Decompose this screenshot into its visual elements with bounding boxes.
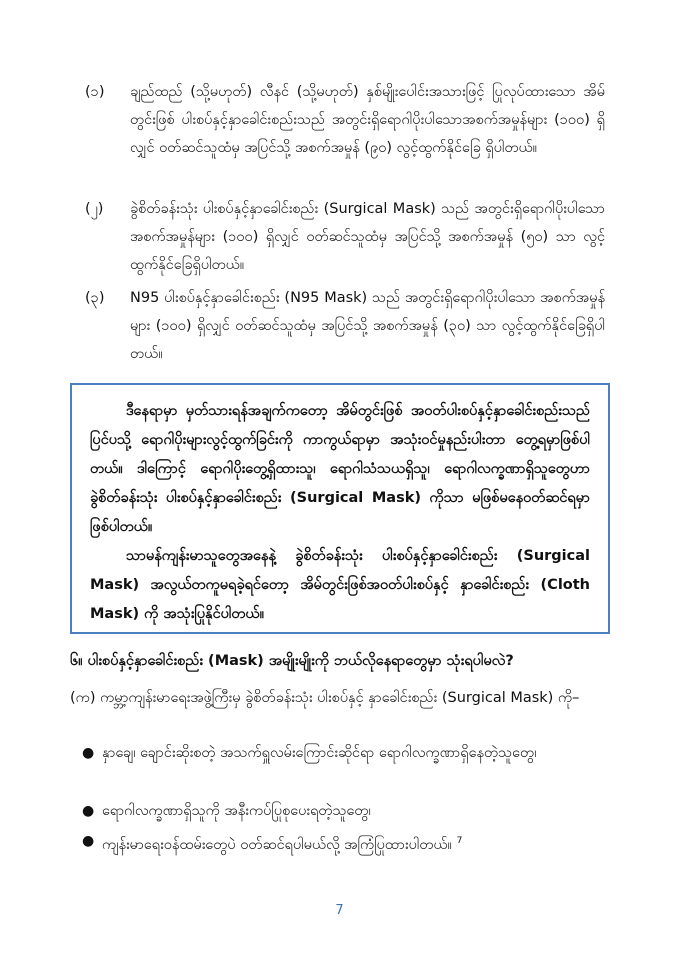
section-subheading: (က) ကမ္ဘာ့ကျန်းမာရေးအဖွဲ့ကြီးမှ ခွဲစိတ်ခန်းသုံး ပါးစပ်နှင့် နှာခေါင်းစည်း (Surgical Mask) ကို– [70, 690, 580, 706]
list-number: (၂) [85, 201, 104, 217]
list-number: (၃) [85, 290, 105, 306]
note-paragraph-2: သာမန်ကျန်းမာသူတွေအနေနဲ့ ခွဲစိတ်ခန်းသုံး ပါးစပ်နှင့်နှာခေါင်းစည်း (Surgical Mask) အလွယ်တကူမရခဲ့ရင်တော့ အိမ်တွင်းဖြစ်အဝတ်ပါးစပ်နှင့် နှာခေါင်းစည်း (Cloth Mask) ကို အသုံးပြုနိုင်ပါတယ်။ [90, 548, 590, 622]
list-item-3 [85, 284, 605, 368]
bullet-item-1 [82, 739, 610, 767]
bullet-icon: ● [82, 803, 95, 819]
list-text: ခွဲစိတ်ခန်းသုံး ပါးစပ်နှင့်နှာခေါင်းစည်း (Surgical Mask) သည် အတွင်းရှိရောဂါပိုးပါသော အစက်အမှုန်များ (၁၀၀) ရှိလျှင် ဝတ်ဆင်သူထံမှ အပြင်သို့ အစက်အမှုန် (၅၀) သာ လွင့်ထွက်နိုင်ခြေရှိပါတယ်။ [130, 201, 605, 273]
bullet-icon: ● [82, 833, 95, 849]
list-text: N95 ပါးစပ်နှင့်နှာခေါင်းစည်း (N95 Mask) သည် အတွင်းရှိရောဂါပိုးပါသော အစက်အမှုန်များ (၁၀၀) ရှိလျှင် ဝတ်ဆင်သူထံမှ အပြင်သို့ အစက်အမှုန် (၃၀) သာ လွင့်ထွက်နိုင်ခြေရှိပါတယ်။ [130, 290, 605, 362]
list-number: (၁) [85, 84, 105, 100]
note-box [70, 383, 610, 634]
bullet-icon: ● [82, 745, 95, 761]
page-number: 7 [335, 903, 344, 918]
bullet-text: နှာချေ၊ ချောင်းဆိုးစတဲ့ အသက်ရှူလမ်းကြောင်းဆိုင်ရာ ရောဂါလက္ခဏာရှိနေတဲ့သူတွေ၊ [102, 745, 537, 761]
list-item-1 [85, 78, 605, 162]
bullet-item-3 [82, 827, 610, 859]
footnote-marker: 7 [456, 836, 463, 846]
bullet-item-2 [82, 797, 610, 825]
list-item-2 [85, 195, 605, 279]
section-heading: ၆။ ပါးစပ်နှင့်နှာခေါင်းစည်း (Mask) အမျိုးမျိုးကို ဘယ်လိုနေရာတွေမှာ သုံးရပါမလဲ? [70, 653, 514, 669]
bullet-text: ရောဂါလက္ခဏာရှိသူကို အနီးကပ်ပြုစုပေးရတဲ့သူတွေ၊ [102, 803, 371, 819]
list-text: ချည်ထည် (သို့မဟုတ်) လီနင် (သို့မဟုတ်) နှစ်မျိုးပေါင်းအသားဖြင့် ပြုလုပ်ထားသော အိမ်တွင်းဖြစ် ပါးစပ်နှင့်နှာခေါင်းစည်းသည် အတွင်းရှိရောဂါပိုးပါသောအစက်အမှုန်များ (၁၀၀) ရှိလျှင် ဝတ်ဆင်သူထံမှ အပြင်သို့ အစက်အမှုန် (၉၀) လွင့်ထွက်နိုင်ခြေ ရှိပါတယ်။ [130, 84, 605, 156]
note-paragraph-1: ဒီနေရာမှာ မှတ်သားရန်အချက်ကတော့ အိမ်တွင်းဖြစ် အဝတ်ပါးစပ်နှင့်နှာခေါင်းစည်းသည် ပြင်ပသို့ ရောဂါပိုးများလွင့်ထွက်ခြင်းကို ကာကွယ်ရာမှာ အသုံးဝင်မှုနည်းပါးတာ တွေ့ရမှာဖြစ်ပါတယ်။ ဒါကြောင့် ရောဂါပိုးတွေ့ရှိထားသူ၊ ရောဂါသံသယရှိသူ၊ ရောဂါလက္ခဏာရှိသူတွေဟာ ခွဲစိတ်ခန်းသုံး ပါးစပ်နှင့်နှာခေါင်းစည်း (Surgical Mask) ကိုသာ မဖြစ်မနေဝတ်ဆင်ရမှာ ဖြစ်ပါတယ်။ [90, 403, 590, 535]
bullet-text: ကျန်းမာရေးဝန်ထမ်းတွေပဲ ဝတ်ဆင်ရပါမယ်လို့ အကြံပြုထားပါတယ်။ [102, 836, 452, 853]
